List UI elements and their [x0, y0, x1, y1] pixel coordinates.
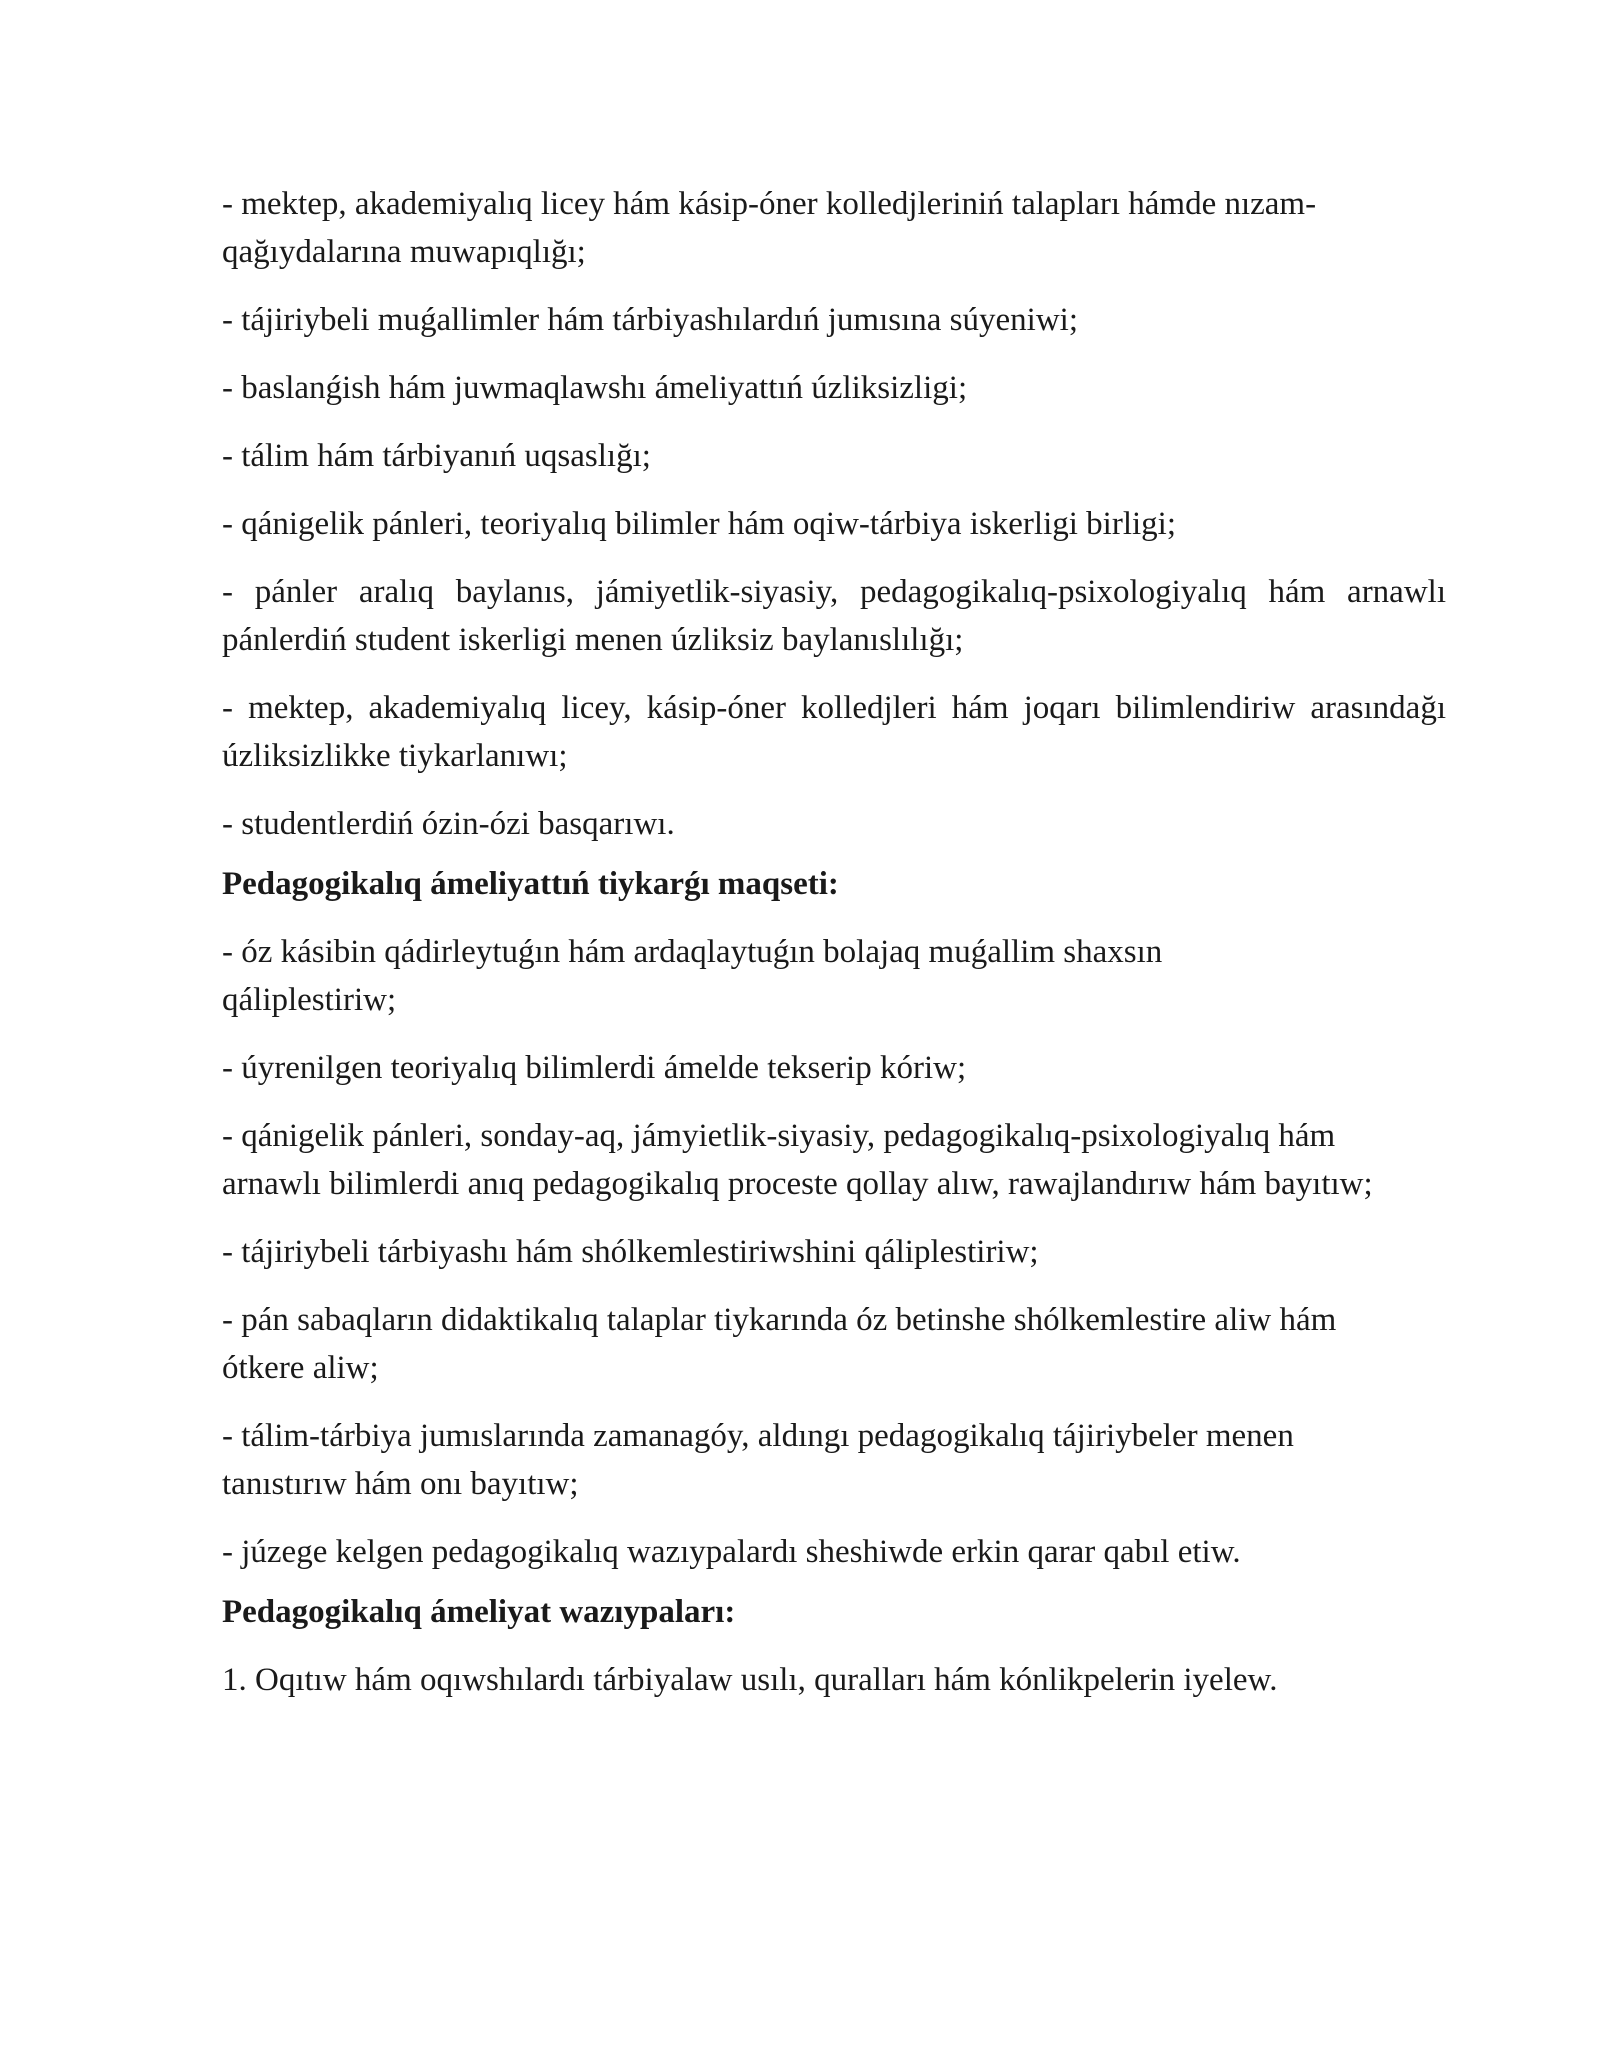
- list-item: - úyrenilgen teoriyalıq bilimlerdi ámelde tekserip kóriw;: [222, 1050, 967, 1086]
- list-item: 1. Oqıtıw hám oqıwshılardı tárbiyalaw usılı, quralları hám kónlikpelerin iyelew.: [222, 1662, 1278, 1698]
- list-item: - tálim-tárbiya jumıslarında zamanagóy, aldıngı pedagogikalıq tájiriybeler menen tanıstırıw hám onı bayıtıw;: [222, 1418, 1294, 1502]
- list-item: - studentlerdiń ózin-ózi basqarıwı.: [222, 806, 675, 842]
- list-item: - qánigelik pánleri, sonday-aq, jámyietlik-siyasiy, pedagogikalıq-psixologiyalıq hám arnawlı bilimlerdi anıq pedagogikalıq proceste qollay alıw, rawajlandırıw hám bayıtıw;: [222, 1118, 1373, 1202]
- section-heading: Pedagogikalıq ámeliyattıń tiykarǵı maqseti:: [222, 866, 839, 902]
- list-item: - júzege kelgen pedagogikalıq wazıypalardı sheshiwde erkin qarar qabıl etiw.: [222, 1534, 1241, 1570]
- list-item: - tájiriybeli tárbiyashı hám shólkemlestiriwshini qáliplestiriw;: [222, 1234, 1039, 1270]
- list-item: - pán sabaqların didaktikalıq talaplar tiykarında óz betinshe shólkemlestire aliw hám ótkere aliw;: [222, 1302, 1337, 1386]
- document-page: [222, 180, 1446, 1724]
- section-heading: Pedagogikalıq ámeliyat wazıypaları:: [222, 1594, 736, 1630]
- list-item: - tálim hám tárbiyanıń uqsaslığı;: [222, 438, 651, 474]
- list-item: - tájiriybeli muǵallimler hám tárbiyashılardıń jumısına súyeniwi;: [222, 302, 1078, 338]
- list-item: - pánler aralıq baylanıs, jámiyetlik-siyasiy, pedagogikalıq-psixologiyalıq hám arnawlı pánlerdiń student iskerligi menen úzliksiz baylanıslılığı;: [222, 574, 1446, 658]
- list-item: - óz kásibin qádirleytuǵın hám ardaqlaytuǵın bolajaq muǵallim shaxsın qáliplestiriw;: [222, 934, 1163, 1018]
- list-item: - baslanǵish hám juwmaqlawshı ámeliyattıń úzliksizligi;: [222, 370, 968, 406]
- list-item: - mektep, akademiyalıq licey, kásip-óner kolledjleri hám joqarı bilimlendiriw arasındağı úzliksizlikke tiykarlanıwı;: [222, 690, 1446, 774]
- list-item: - qánigelik pánleri, teoriyalıq bilimler hám oqiw-tárbiya iskerligi birligi;: [222, 506, 1177, 542]
- list-item: - mektep, akademiyalıq licey hám kásip-óner kolledjleriniń talapları hámde nızam-qağıydalarına muwapıqlığı;: [222, 186, 1317, 270]
